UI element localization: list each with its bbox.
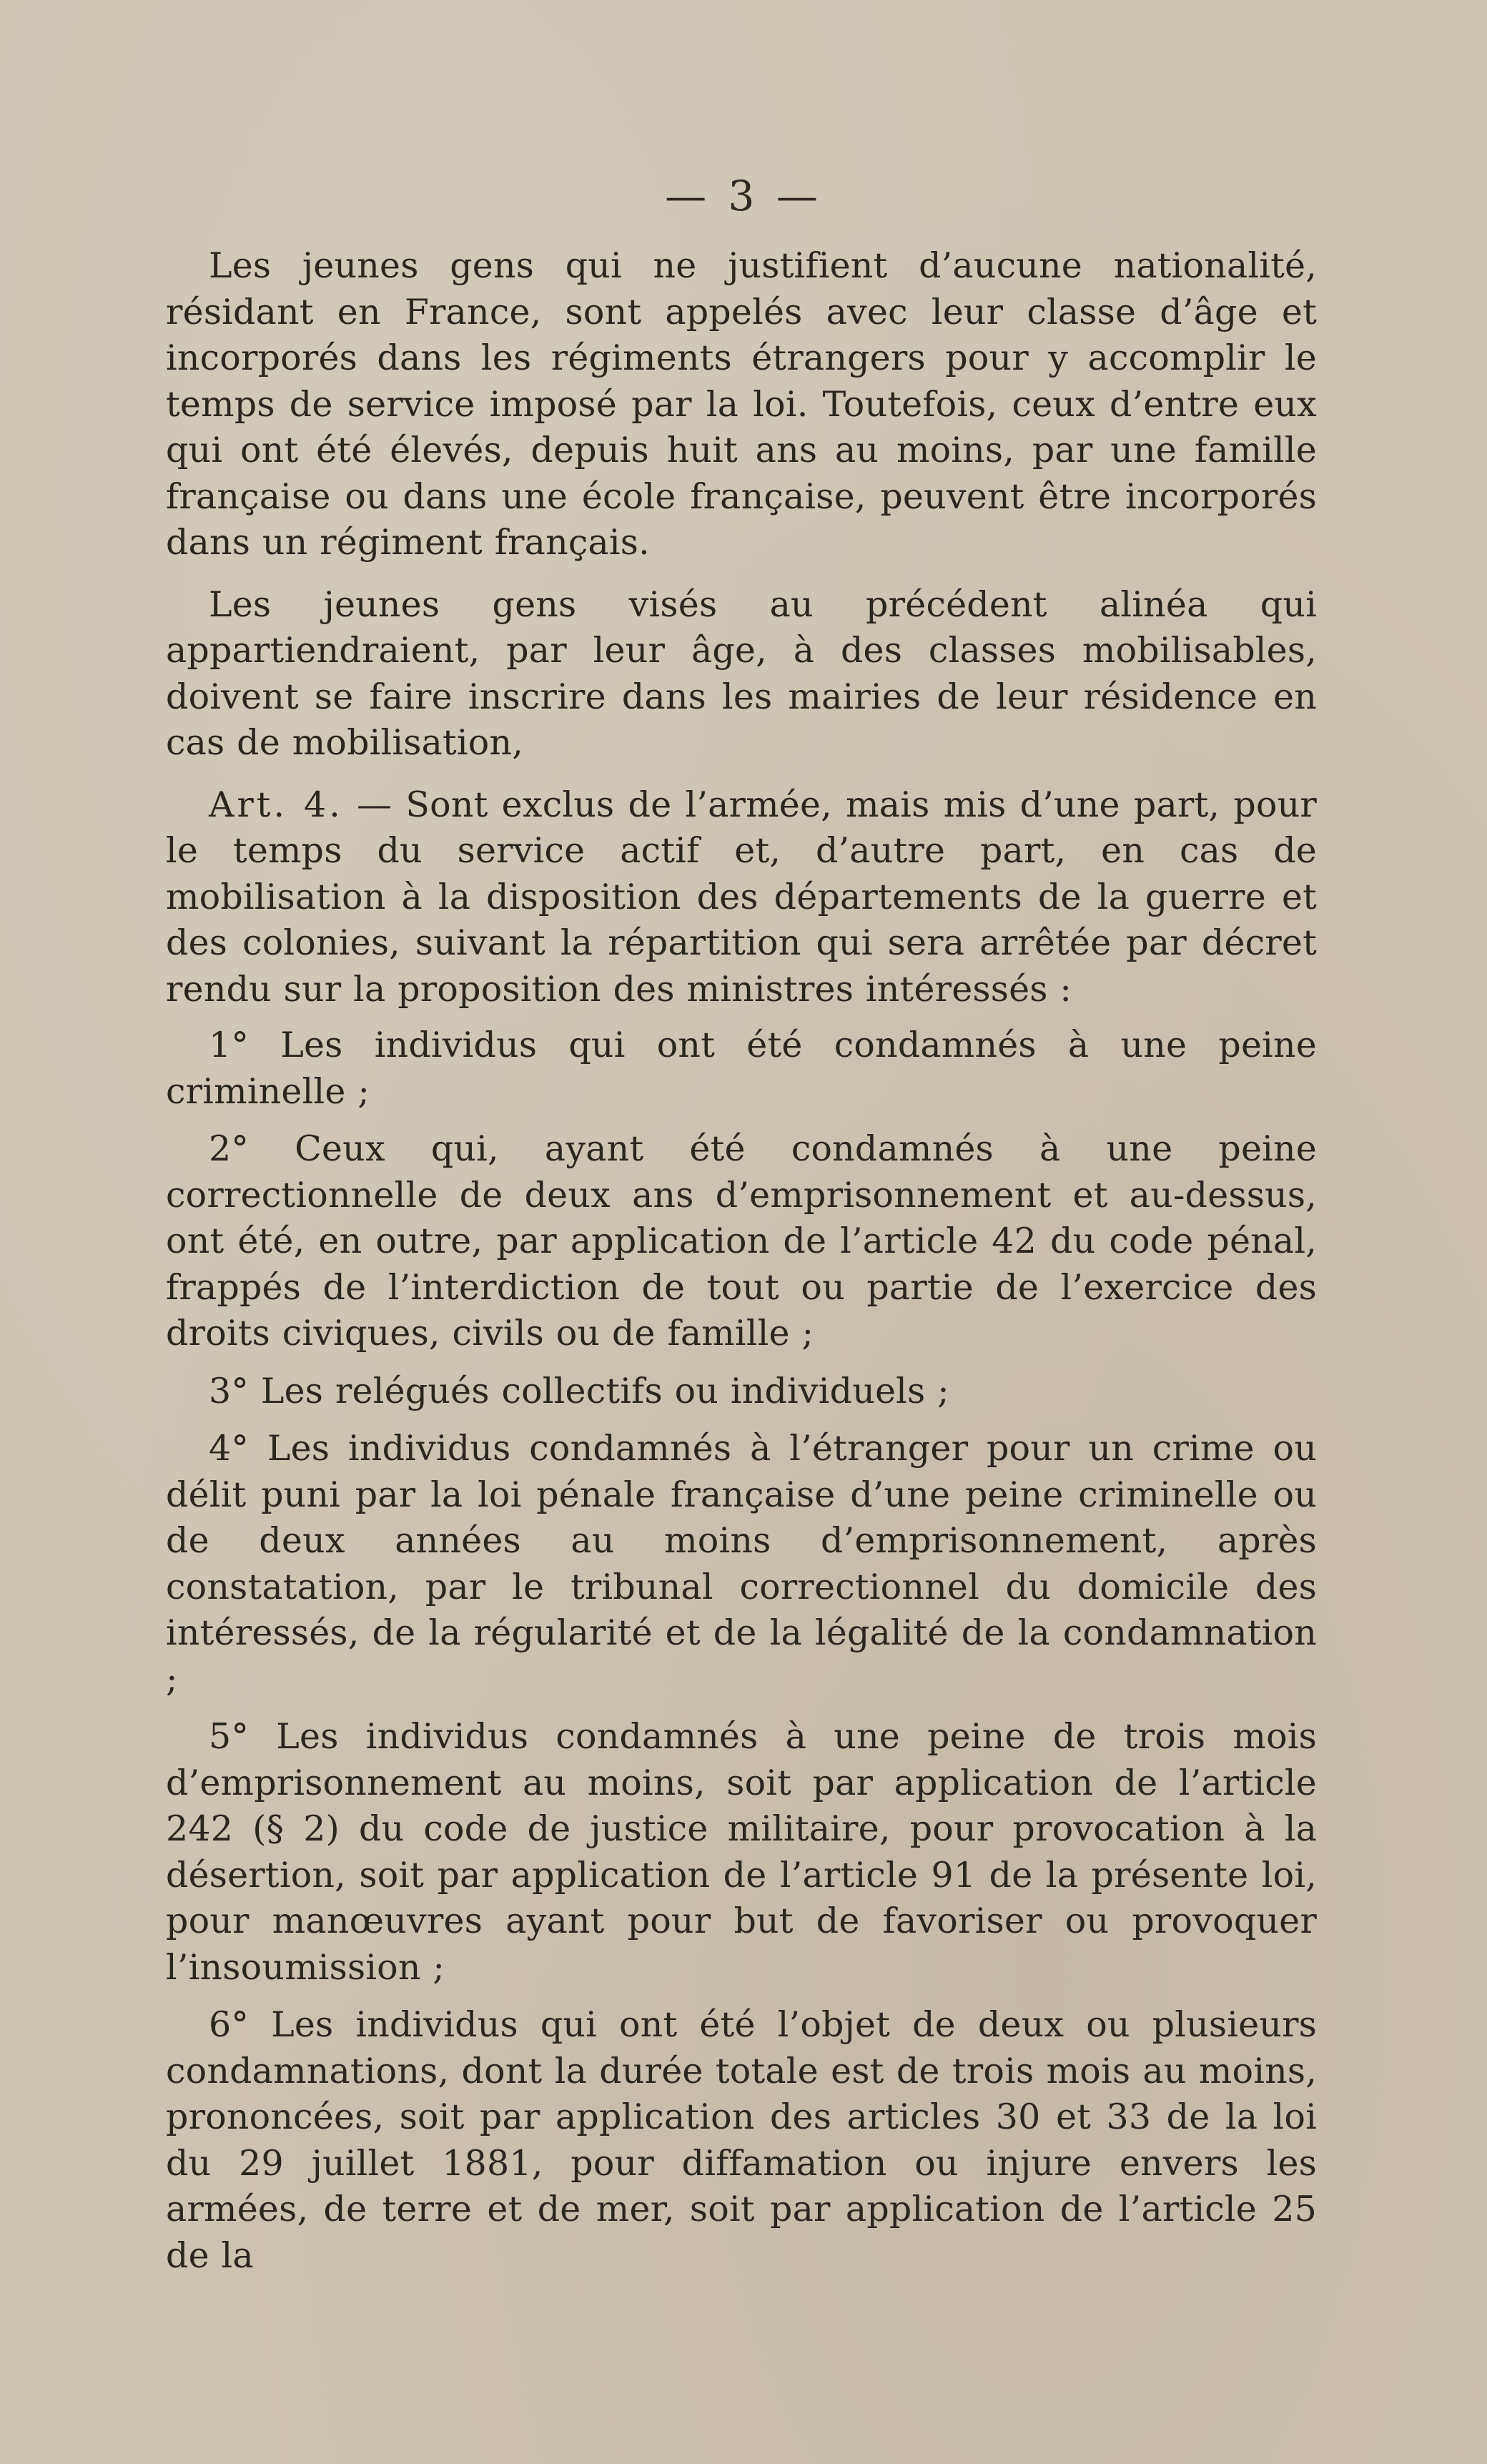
list-item-3: 3° Les relégués collectifs ou individuels ; [209, 1370, 949, 1411]
list-item-2: 2° Ceux qui, ayant été condamnés à une peine correctionnelle de deux ans d’emprisonnement et au-dessus, ont été, en outre, par application de l’article 42 du code pénal, frappés de l’interdiction de tout ou partie de l’exercice des droits civiques, civils ou de famille ; [166, 1128, 1317, 1354]
list-item-6: 6° Les individus qui ont été l’objet de deux ou plusieurs condamnations, dont la durée totale est de trois mois au moins, prononcées, soit par application des articles 30 et 33 de la loi du 29 juillet 1881, pour diffamation ou injure envers les armées, de terre et de mer, soit par application de l’article 25 de la [166, 2004, 1317, 2276]
list-item-4: 4° Les individus condamnés à l’étranger pour un crime ou délit puni par la loi pénale française d’une peine criminelle ou de deux années au moins d’emprisonnement, après constatation, par le tribunal correctionnel du domicile des intéressés, de la régularité et de la légalité de la condamnation ; [166, 1428, 1317, 1700]
page-number: — 3 — [665, 172, 822, 220]
article-label: Art. 4. [209, 784, 343, 825]
list-item-5: 5° Les individus condamnés à une peine de trois mois d’emprisonnement au moins, soit par application de l’article 242 (§ 2) du code de justice militaire, pour provocation à la désertion, soit par application de l’article 91 de la présente loi, pour manœuvres ayant pour but de favoriser ou provoquer l’insoumission ; [166, 1716, 1317, 1988]
paragraph-mobilisable-classes: Les jeunes gens visés au précédent alinéa qui appartiendraient, par leur âge, à des classes mobilisables, doivent se faire inscrire dans les mairies de leur résidence en cas de mobilisation, [166, 583, 1317, 763]
article-4-text: — Sont exclus de l’armée, mais mis d’une part, pour le temps du service actif et, d’autre part, en cas de mobilisation à la disposition des départements de la guerre et des colonies, suivant la répartition qui sera arrêtée par décret rendu sur la proposition des ministres intéressés : [166, 784, 1318, 1010]
paragraph-stateless-youth: Les jeunes gens qui ne justifient d’aucune nationalité, résidant en France, sont appelés avec leur classe d’âge et incorporés dans les régiments étrangers pour y accomplir le temps de service imposé par la loi. Toutefois, ceux d’entre eux qui ont été élevés, depuis huit ans au moins, par une famille française ou dans une école française, peuvent être incorporés dans un régiment français. [166, 245, 1317, 563]
paragraph-article-4 [166, 782, 1317, 1013]
body-text [166, 243, 1317, 2290]
list-item-1: 1° Les individus qui ont été condamnés à une peine criminelle ; [166, 1025, 1317, 1112]
